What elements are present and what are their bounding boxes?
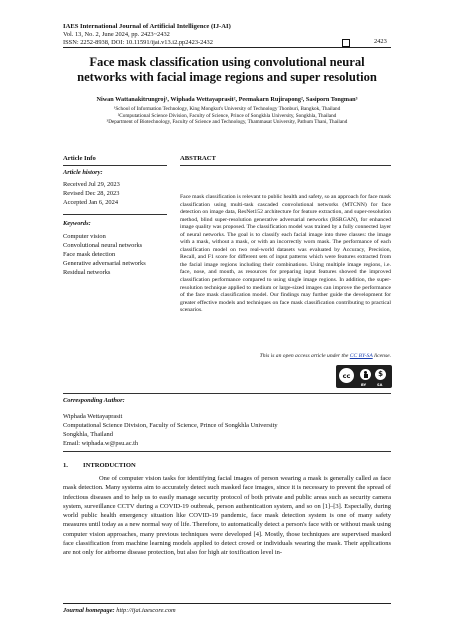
divider xyxy=(63,393,391,394)
keywords-heading: Keywords: xyxy=(63,220,91,227)
square-bullet-icon xyxy=(342,39,350,47)
corresponding-email[interactable]: Email: wiphada.w@psu.ac.th xyxy=(63,440,139,447)
corresponding-name: Wiphada Wettayaprasit xyxy=(63,413,123,420)
homepage-link[interactable]: http://ijai.iaescore.com xyxy=(116,607,176,614)
keyword: Generative adversarial networks xyxy=(63,260,146,267)
open-access-prefix: This is an open access article under the xyxy=(259,353,350,359)
journal-homepage xyxy=(63,607,176,614)
history-accepted: Accepted Jan 6, 2024 xyxy=(63,199,119,206)
section-number: 1. xyxy=(63,462,68,469)
open-access-suffix: license. xyxy=(372,353,391,359)
history-received: Received Jul 29, 2023 xyxy=(63,181,120,188)
keyword: Face mask detection xyxy=(63,251,116,258)
divider xyxy=(63,214,167,215)
keyword: Residual networks xyxy=(63,269,111,276)
cc-icon: cc xyxy=(339,368,354,383)
footer-rule xyxy=(63,603,391,604)
license-link[interactable]: CC BY-SA xyxy=(349,353,373,359)
by-label: BY xyxy=(361,383,367,387)
corresponding-city: Songkhla, Thailand xyxy=(63,431,113,438)
history-heading: Article history: xyxy=(63,169,103,176)
divider xyxy=(63,165,167,166)
page-number: 2423 xyxy=(374,38,387,45)
section-title: INTRODUCTION xyxy=(83,462,136,469)
affiliation-1: ¹School of Information Technology, King Mongkut's University of Technology Thonburi, Bangkok, Thailand xyxy=(113,106,341,112)
attribution-icon xyxy=(360,369,371,380)
open-access-note xyxy=(180,353,391,359)
paper-title: Face mask classification using convolutional neural networks with facial image regions and super resolution xyxy=(77,55,377,84)
corresponding-affiliation: Computational Science Division, Faculty of Science, Prince of Songkhla University xyxy=(63,422,278,429)
journal-name: IAES International Journal of Artificial Intelligence (IJ-AI) xyxy=(63,23,231,30)
issn-doi: ISSN: 2252-8938, DOI: 10.11591/ijai.v13.i2.pp2423-2432 xyxy=(63,39,213,46)
author-list: Niwan Wattanakitrungroj¹, Wiphada Wettayaprasit², Peemakarn Rujirapong², Sasiporn Tongman³ xyxy=(96,96,358,103)
section-heading xyxy=(63,462,136,469)
abstract-heading: ABSTRACT xyxy=(180,155,216,162)
volume-info: Vol. 13, No. 2, June 2024, pp. 2423~2432 xyxy=(63,31,170,38)
homepage-label: Journal homepage: xyxy=(63,607,117,614)
history-revised: Revised Dec 28, 2023 xyxy=(63,190,120,197)
affiliation-3: ³Department of Biotechnology, Faculty of Science and Technology, Thammasat University, Pathum Thani, Thailand xyxy=(106,119,348,125)
keyword: Convolutional neural networks xyxy=(63,242,143,249)
share-alike-icon xyxy=(375,369,386,380)
divider xyxy=(63,451,391,452)
intro-paragraph: One of computer vision tasks for identifying facial images of person wearing a mask is generally called as face mask detection. Many systems aim to accurately detect such masked face images, since it is necessary to prevent the spread of infectious diseases and to help us to easily manage security protocol of both private and public areas such as security camera system, surveillance CCTV during a COVID-19 outbreak, person authentication system, and so on [1]–[3]. Especially, during world public health emergency situation like COVID-19 pandemic, face mask detection system is one of many safety measures until today as a new normal way of life. Therefore, to automatically detect a person's face with or without mask using computer vision approaches, many previous techniques were developed [4]. Mostly, those techniques are supervised masked face classification from machine learning models applied to detect crowd or individuals wearing the mask. Their applications are not only for airborne disease protection, but also for high air toxification level in- xyxy=(63,475,392,556)
divider xyxy=(180,165,391,166)
cc-license-badge[interactable] xyxy=(336,365,392,388)
header-rule xyxy=(63,47,391,48)
sa-label: SA xyxy=(377,383,383,387)
corresponding-heading: Corresponding Author: xyxy=(63,397,125,404)
article-info-heading: Article Info xyxy=(63,155,96,162)
keyword: Computer vision xyxy=(63,233,106,240)
abstract-text: Face mask classification is relevant to public health and safety, so an approach for face mask classification using multi-task cascaded convolutional networks (MTCNN) for face detection on image data, ResNet152 architecture for feature extraction, and super-resolution method, blind super-resolution generative adversarial networks (BSRGAN), for enhanced image quality was proposed. The classification model was trained by a fully connected layer of neural networks. The goal is to classify each facial image into three classes: the image with a mask, without a mask, or with an incorrectly worn mask. The performance of each classification model on two real-world datasets was evaluated by Accuracy, Precision, Recall, and F1 score for different sets of input patterns which were features extracted from the facial image regions including their combinations. Using multiple image regions, i.e. face, nose, and mouth, as resources for preparing input features showed the improved classification performance compared to using single image regions. In addition, the super-resolution technique applied to medium or large-sized images can improve the performance of the face mask classification model. Our findings may further guide the development for greater effective models and techniques on face mask classification contributing to practical scenarios. xyxy=(180,194,391,314)
affiliation-2: ²Computational Science Division, Faculty of Science, Prince of Songkhla University, Songkhla, Thailand xyxy=(117,112,337,119)
